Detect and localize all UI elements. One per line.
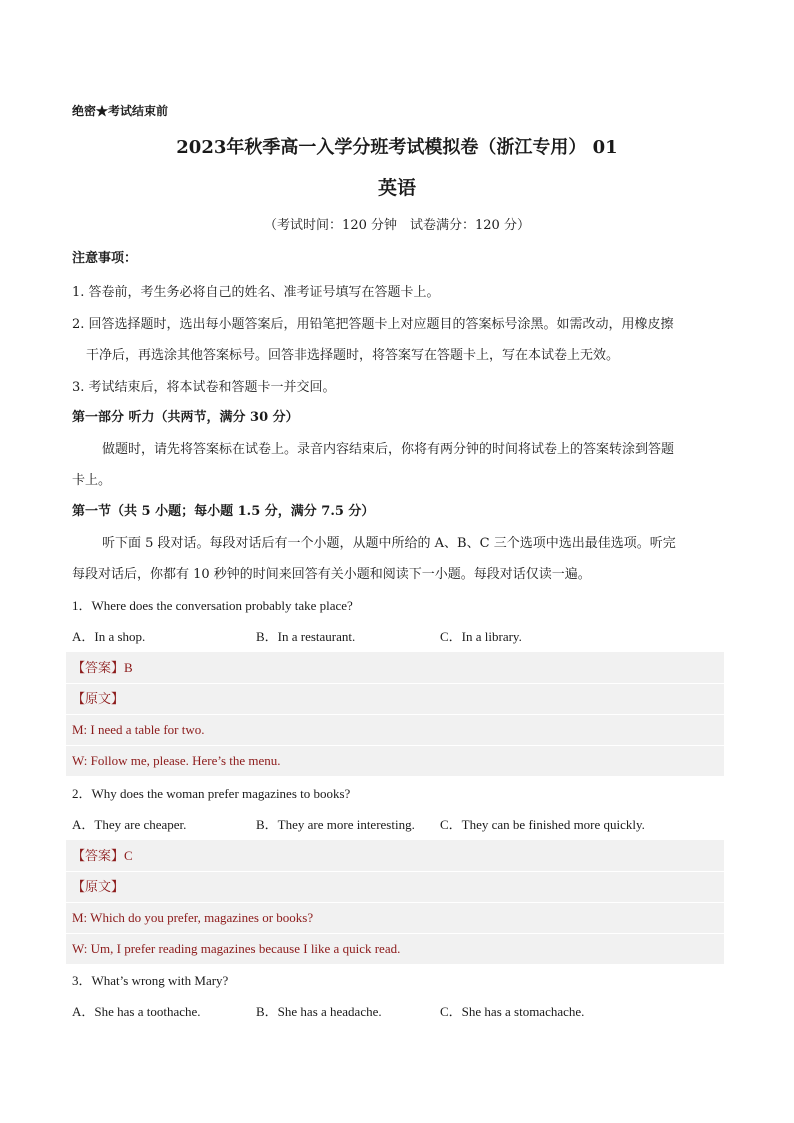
part1-intro-line-1: 做题时，请先将答案标在试卷上。录音内容结束后，你将有两分钟的时间将试卷上的答案转涂到答题	[102, 442, 675, 457]
question-3-stem: 3．What’s wrong with Mary?	[72, 973, 229, 988]
notes-item-1: 1. 答卷前，考生务必将自己的姓名、准考证号填写在答题卡上。	[72, 285, 440, 300]
question-1-option-a: A．In a shop.	[72, 629, 146, 644]
question-2-option-c: C．They can be finished more quickly.	[440, 817, 645, 832]
notes-item-3: 3. 考试结束后，将本试卷和答题卡一并交回。	[72, 380, 336, 395]
question-3-option-b: B．She has a headache.	[256, 1004, 382, 1019]
question-1-transcript-line-1: M: I need a table for two.	[72, 722, 205, 737]
question-2-option-b: B．They are more interesting.	[256, 817, 415, 832]
question-3-option-a: A．She has a toothache.	[72, 1004, 201, 1019]
question-2-answer: 【答案】C	[72, 848, 133, 863]
question-1-transcript-line-2: W: Follow me, please. Here’s the menu.	[72, 753, 281, 768]
question-1-transcript-label: 【原文】	[72, 691, 125, 706]
question-1-stem: 1．Where does the conversation probably take place?	[72, 598, 353, 613]
part1-intro-line-2: 卡上。	[72, 473, 112, 488]
part1-heading: 第一部分 听力（共两节，满分 30 分）	[72, 410, 299, 425]
question-2-transcript-label: 【原文】	[72, 879, 125, 894]
question-2-transcript-line-2: W: Um, I prefer reading magazines because I like a quick read.	[72, 941, 401, 956]
notes-item-2-line-2: 干净后，再选涂其他答案标号。回答非选择题时，将答案写在答题卡上，写在本试卷上无效。	[86, 348, 620, 363]
notes-heading: 注意事项：	[72, 251, 138, 266]
section1-intro-line-1: 听下面 5 段对话。每段对话后有一个小题，从题中所给的 A、B、C 三个选项中选出最佳选项。听完	[102, 536, 676, 551]
exam-title: 2023年秋季高一入学分班考试模拟卷（浙江专用） 01	[176, 137, 618, 158]
section1-heading: 第一节（共 5 小题；每小题 1.5 分，满分 7.5 分）	[72, 504, 375, 519]
question-1-answer: 【答案】B	[72, 660, 133, 675]
notes-item-2-line-1: 2. 回答选择题时，选出每小题答案后，用铅笔把答题卡上对应题目的答案标号涂黑。如需改动，用橡皮擦	[72, 317, 674, 332]
question-2-stem: 2．Why does the woman prefer magazines to books?	[72, 786, 351, 801]
secret-label: 绝密★考试结束前	[72, 104, 169, 118]
question-3-option-c: C．She has a stomachache.	[440, 1004, 585, 1019]
section1-intro-line-2: 每段对话后，你都有 10 秒钟的时间来回答有关小题和阅读下一小题。每段对话仅读一遍。	[72, 567, 591, 582]
subject-title: 英语	[377, 177, 416, 199]
question-2-option-a: A．They are cheaper.	[72, 817, 187, 832]
question-1-option-c: C．In a library.	[440, 629, 522, 644]
question-1-option-b: B．In a restaurant.	[256, 629, 356, 644]
exam-time-info: （考试时间：120 分钟 试卷满分：120 分）	[264, 218, 530, 233]
question-2-transcript-line-1: M: Which do you prefer, magazines or books?	[72, 910, 314, 925]
